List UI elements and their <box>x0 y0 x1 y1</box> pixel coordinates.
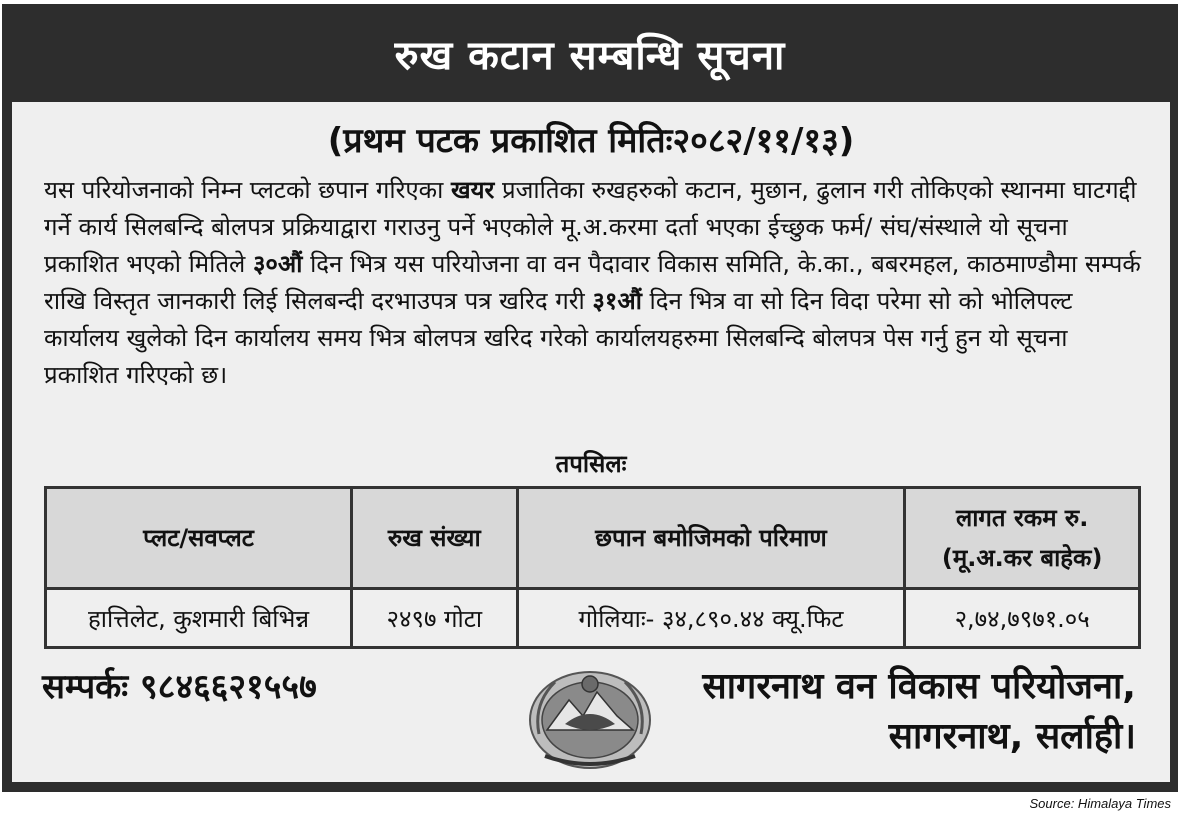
notice-body-panel <box>12 102 1170 782</box>
header-quantity: छपान बमोजिमको परिमाण <box>517 488 905 589</box>
cell-cost: २,७४,७९७१.०५ <box>905 589 1140 648</box>
source-credit: Source: Himalaya Times <box>1029 796 1171 811</box>
header-cost-line2: (मू.अ.कर बाहेक) <box>941 544 1103 572</box>
notice-paragraph <box>44 172 1144 394</box>
org-name: सागरनाथ वन विकास परियोजना, <box>702 666 1136 707</box>
paragraph-part-1: यस परियोजनाको निम्न प्लटको छपान गरिएका <box>44 176 451 204</box>
notice-header <box>2 4 1178 102</box>
schedule-table <box>44 486 1141 649</box>
species-name: खयर <box>450 176 495 204</box>
header-cost-line1: लागत रकम रु. <box>955 504 1089 532</box>
cell-quantity: गोलियाः- ३४,८९०.४४ क्यू.फिट <box>517 589 905 648</box>
paragraph-part-3: दिन भित्र यस परियोजना वा वन पैदावार विकास समिति, के.का., बबरमहल, काठमाण्डौमा सम्पर्क राखि विस्तृत जानकारी लिई सिलबन्दी दरभाउपत्र पत्र खरिद गरी <box>44 250 1141 315</box>
paragraph-part-2: प्रजातिका रुखहरुको कटान, मुछान, ढुलान गरी तोकिएको स्थानमा घाटगद्दी गर्ने कार्य सिलबन्दि बोलपत्र प्रक्रियाद्वारा गराउनु पर्ने भएकोले मू.अ.करमा दर्ता भएका ईच्छुक फर्म/ संघ/संस्थाले यो सूचना प्रकाशित भएको मितिले <box>44 176 1137 278</box>
cell-plot: हात्तिलेट, कुशमारी बिभिन्न <box>46 589 352 648</box>
deadline-30-days: ३०औं <box>252 250 303 278</box>
header-plot: प्लट/सवप्लट <box>46 488 352 589</box>
notice-frame <box>2 4 1178 792</box>
schedule-label: तपसिलः <box>555 450 627 478</box>
table-row <box>46 589 1140 648</box>
header-tree-count: रुख संख्या <box>352 488 518 589</box>
contact-number: सम्पर्कः ९८४६६२१५५७ <box>42 667 317 707</box>
header-cost <box>905 488 1140 589</box>
deadline-31-days: ३१औं <box>592 287 642 315</box>
paragraph-part-4: दिन भित्र वा सो दिन विदा परेमा सो को भोलिपल्ट कार्यालय खुलेको दिन कार्यालय समय भित्र बोलपत्र खरिद गरेको कार्यालयहरुमा सिलबन्दि बोलपत्र पेस गर्नु हुन यो सूचना प्रकाशित गरिएको छ। <box>44 287 1073 389</box>
org-location: सागरनाथ, सर्लाही। <box>888 716 1136 757</box>
issuing-organization <box>702 662 1136 762</box>
publication-date-subtitle: (प्रथम पटक प्रकाशित मितिः२०८२/११/१३) <box>327 121 855 161</box>
nepal-government-emblem-icon <box>525 664 655 772</box>
cell-tree-count: २४९७ गोटा <box>352 589 518 648</box>
notice-title: रुख कटान सम्बन्धि सूचना <box>394 32 786 79</box>
table-header-row <box>46 488 1140 589</box>
